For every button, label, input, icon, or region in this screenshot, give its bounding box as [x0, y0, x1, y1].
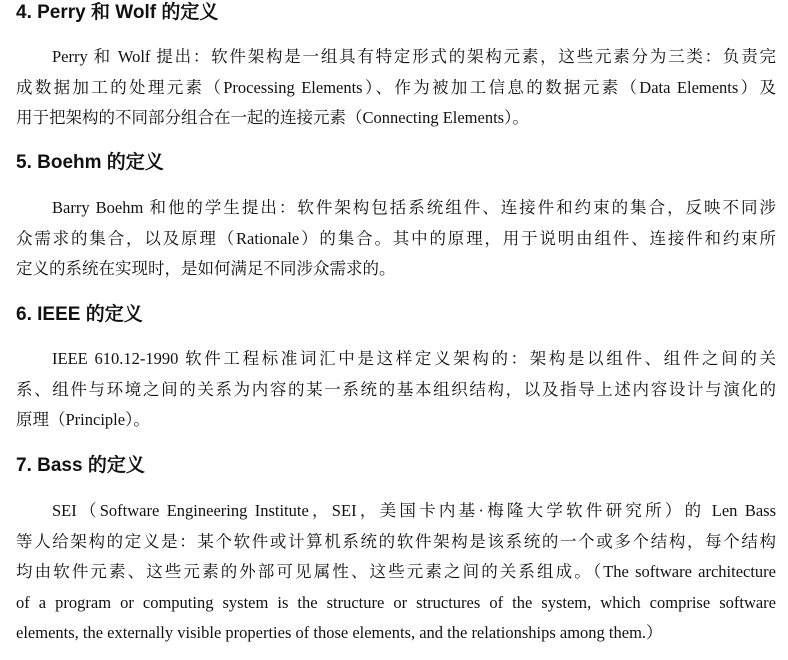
section-body-ieee	[16, 344, 776, 436]
section-body-bass	[16, 496, 776, 649]
section-heading-boehm: 5. Boehm 的定义	[16, 152, 164, 173]
paragraph-line: 众需求的集合，以及原理（Rationale）的集合。其中的原理，用于说明由组件、连接件和约束所	[16, 228, 776, 248]
paragraph-line: elements, the externally visible properties of those elements, and the relationships among them.）	[16, 623, 663, 642]
paragraph-line: Barry Boehm 和他的学生提出：软件架构包括系统组件、连接件和约束的集合，反映不同涉	[52, 198, 776, 217]
paragraph-line: IEEE 610.12-1990 软件工程标准词汇中是这样定义架构的：架构是以组件、组件之间的关	[52, 349, 776, 368]
section-body-boehm	[16, 193, 776, 285]
paragraph-line: 系、组件与环境之间的关系为内容的某一系统的基本组织结构，以及指导上述内容设计与演化的	[16, 379, 776, 399]
paragraph-line: 等人给架构的定义是：某个软件或计算机系统的软件架构是该系统的一个或多个结构，每个结构	[16, 531, 776, 551]
paragraph-line: of a program or computing system is the structure or structures of the system, which comprise software	[16, 592, 776, 612]
paragraph-line: 定义的系统在实现时，是如何满足不同涉众需求的。	[16, 259, 396, 278]
section-heading-bass: 7. Bass 的定义	[16, 455, 145, 476]
paragraph-line: SEI（Software Engineering Institute，SEI，美国卡内基·梅隆大学软件研究所）的 Len Bass	[52, 501, 776, 520]
section-heading-ieee: 6. IEEE 的定义	[16, 304, 143, 325]
paragraph-line: 均由软件元素、这些元素的外部可见属性、这些元素之间的关系组成。（The software architecture	[16, 562, 776, 581]
paragraph-line: Perry 和 Wolf 提出：软件架构是一组具有特定形式的架构元素，这些元素分为三类：负责完	[52, 47, 776, 66]
section-heading-perry-wolf: 4. Perry 和 Wolf 的定义	[16, 2, 219, 23]
section-body-perry-wolf	[16, 42, 776, 134]
paragraph-line: 原理（Principle）。	[16, 410, 150, 429]
paragraph-line: 用于把架构的不同部分组合在一起的连接元素（Connecting Elements）。	[16, 108, 529, 127]
paragraph-line: 成数据加工的处理元素（Processing Elements）、作为被加工信息的数据元素（Data Elements）及	[16, 77, 776, 97]
